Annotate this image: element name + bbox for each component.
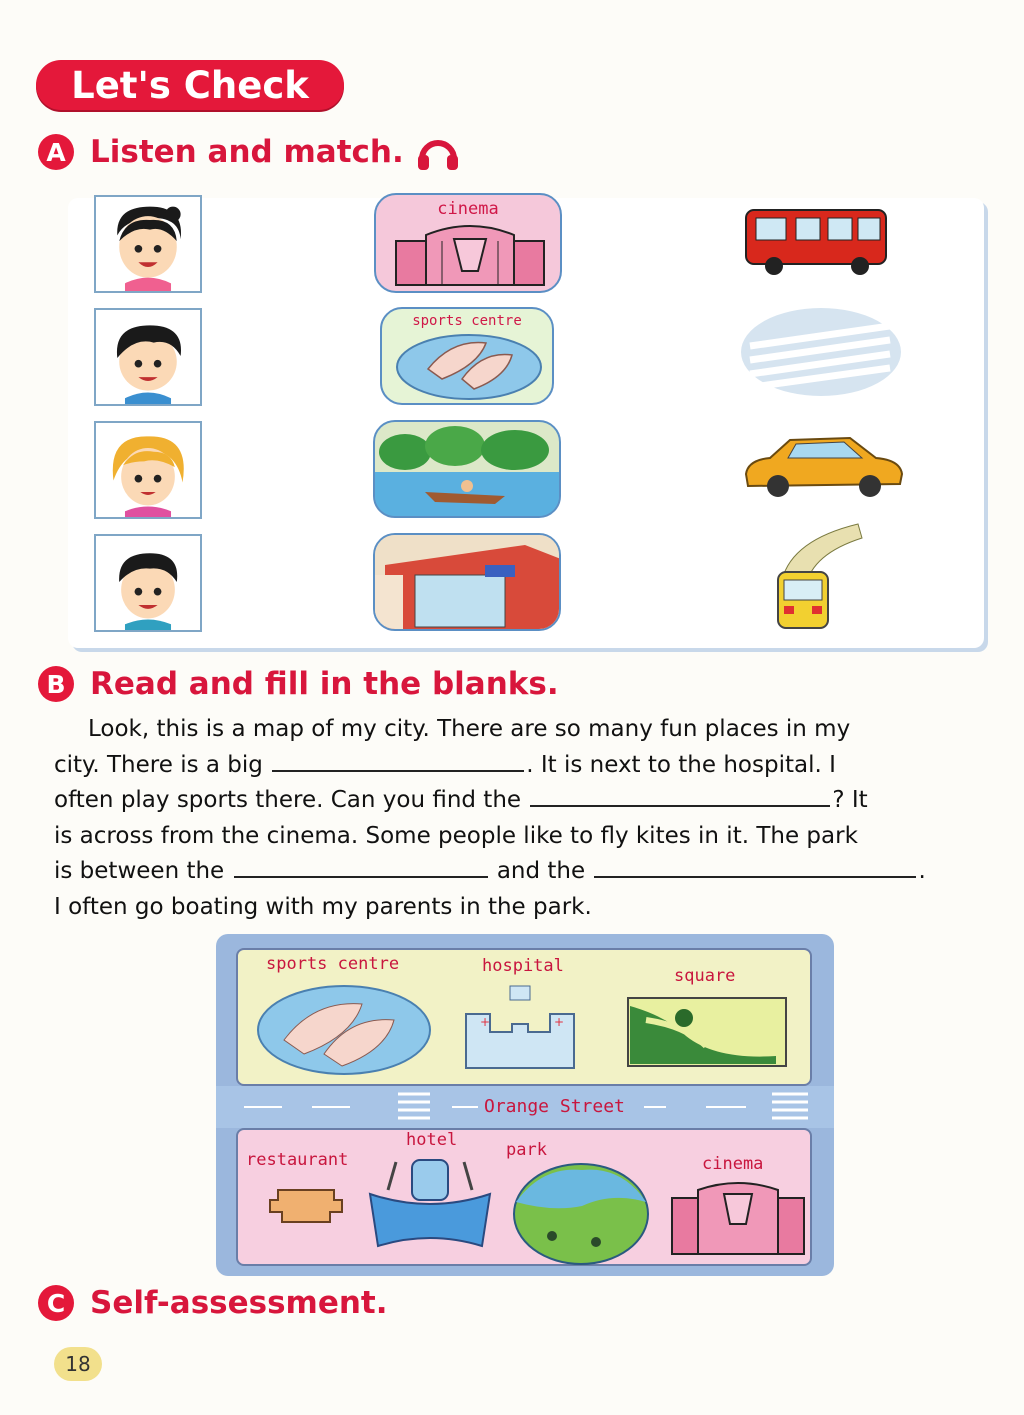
map-label-sports-centre: sports centre xyxy=(266,954,400,974)
kid-picture-boy-2[interactable] xyxy=(94,534,202,632)
map-sports-centre-icon xyxy=(254,980,434,1080)
map-label-cinema: cinema xyxy=(702,1154,764,1174)
passage-line-4: is across from the cinema. Some people like to fly kites in it. The park xyxy=(54,822,858,849)
svg-text:+: + xyxy=(554,1015,565,1029)
place-picture-cinema[interactable] xyxy=(374,193,562,293)
map-label-restaurant: restaurant xyxy=(246,1150,349,1170)
blank-1[interactable] xyxy=(272,752,524,772)
passage-line-5 xyxy=(54,854,994,890)
map-square-icon xyxy=(626,996,788,1068)
blank-2[interactable] xyxy=(530,787,830,807)
map-label-hospital: hospital xyxy=(482,956,564,976)
map-hospital-icon xyxy=(462,984,578,1070)
taxi-icon[interactable] xyxy=(740,430,906,502)
passage-text: ? It xyxy=(832,787,868,814)
zebra-crossing-icon[interactable] xyxy=(740,306,902,398)
map-label-square: square xyxy=(674,966,736,986)
section-c-title: Self-assessment. xyxy=(90,1285,388,1321)
reading-passage xyxy=(54,712,994,926)
park-boating-icon xyxy=(375,422,561,518)
place-picture-sports-centre[interactable] xyxy=(380,307,554,405)
place-picture-restaurant[interactable] xyxy=(373,533,561,631)
passage-line-3 xyxy=(54,783,994,819)
map-restaurant-icon xyxy=(268,1182,344,1226)
boy-face-icon xyxy=(96,536,200,630)
blank-4[interactable] xyxy=(594,858,916,878)
restaurant-building-icon xyxy=(375,535,561,631)
passage-text: . xyxy=(918,858,926,885)
passage-text: and the xyxy=(496,858,586,885)
page-title: Let's Check xyxy=(36,60,344,110)
section-b-title: Read and fill in the blanks. xyxy=(90,666,559,702)
place-picture-park[interactable] xyxy=(373,420,561,518)
page-number: 18 xyxy=(54,1347,102,1381)
map-cinema-icon xyxy=(670,1178,806,1256)
map-label-hotel: hotel xyxy=(406,1130,458,1150)
svg-text:+: + xyxy=(480,1015,491,1029)
passage-line-2 xyxy=(54,748,994,784)
section-b-heading xyxy=(38,666,559,702)
bus-icon[interactable] xyxy=(740,204,892,280)
passage-text: is between the xyxy=(54,858,225,885)
passage-line-1: Look, this is a map of my city. There are so many fun places in my xyxy=(88,716,851,742)
boy-face-icon xyxy=(96,310,200,404)
section-a-title: Listen and match. xyxy=(90,134,404,170)
map-hotel-icon xyxy=(366,1154,496,1254)
passage-line-6: I often go boating with my parents in the park. xyxy=(54,893,592,920)
city-map xyxy=(216,934,834,1276)
place-label-sports-centre: sports centre xyxy=(412,313,522,329)
headphones-icon xyxy=(416,133,460,171)
place-label-cinema: cinema xyxy=(437,199,499,219)
map-park-icon xyxy=(512,1162,650,1266)
street-name: Orange Street xyxy=(484,1096,625,1117)
passage-text: . It is next to the hospital. I xyxy=(526,751,836,778)
section-b-badge: B xyxy=(38,666,74,702)
train-icon[interactable] xyxy=(772,520,866,632)
blank-3[interactable] xyxy=(234,858,488,878)
girl-face-icon xyxy=(96,197,200,291)
kid-picture-girl-2[interactable] xyxy=(94,421,202,519)
section-a-badge: A xyxy=(38,134,74,170)
section-a-heading xyxy=(38,133,460,171)
section-c-heading xyxy=(38,1285,388,1321)
map-label-park: park xyxy=(506,1140,547,1160)
section-c-badge: C xyxy=(38,1285,74,1321)
kid-picture-girl-1[interactable] xyxy=(94,195,202,293)
passage-text: city. There is a big xyxy=(54,751,263,778)
kid-picture-boy-1[interactable] xyxy=(94,308,202,406)
girl-face-icon xyxy=(96,423,200,517)
passage-text: often play sports there. Can you find the xyxy=(54,787,522,814)
